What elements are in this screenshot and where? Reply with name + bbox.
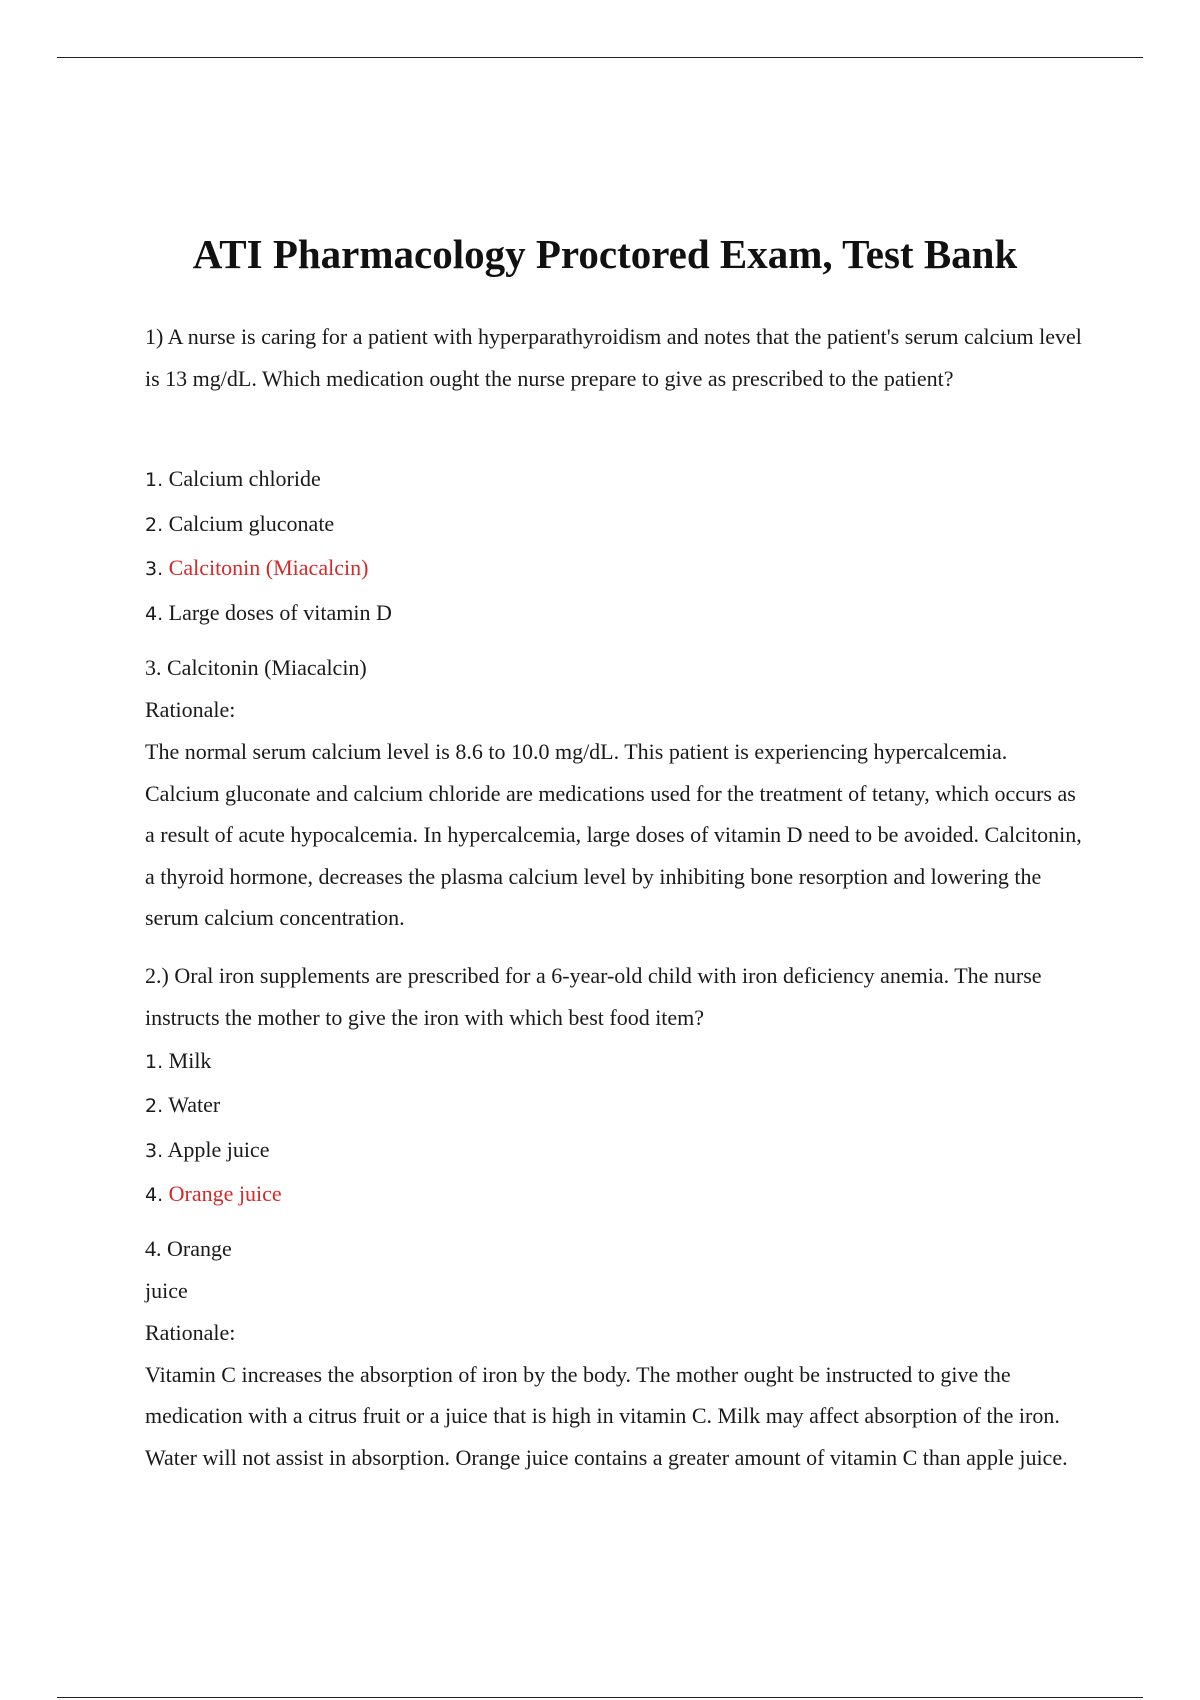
option-item-correct (145, 1172, 1085, 1217)
option-number: 1. (145, 1050, 164, 1073)
rationale-text: The normal serum calcium level is 8.6 to 10.0 mg/dL. This patient is experiencing hypercalcemia. Calcium gluconate and calcium chloride are medications used for the treatment of tetany, which occurs as a result of acute hypocalcemia. In hypercalcemia, large doses of vitamin D need to be avoided. Calcitonin, a thyroid hormone, decreases the plasma calcium level by inhibiting bone resorption and lowering the serum calcium concentration. (145, 739, 1082, 930)
option-item (145, 502, 1085, 547)
option-item (145, 1083, 1085, 1128)
page-title: ATI Pharmacology Proctored Exam, Test Bank (192, 231, 1018, 277)
option-text: Water (168, 1092, 221, 1117)
option-text: Apple juice (167, 1136, 270, 1162)
question-prompt: 2.) Oral iron supplements are prescribed for a 6-year-old child with iron deficiency anemia. The nurse instructs the mother to give the iron with which best food item? (145, 962, 1042, 1030)
option-number: 2. (145, 513, 164, 536)
option-number: 4. (145, 1184, 164, 1206)
answer-options (145, 1039, 1085, 1217)
option-number: 3. (145, 1139, 164, 1162)
option-text-correct: Calcitonin (Miacalcin) (168, 555, 369, 580)
answer-key: 4. Orange (145, 1235, 232, 1261)
option-item (145, 1128, 1085, 1173)
question-1 (145, 316, 1085, 939)
rationale-label: Rationale: (145, 697, 236, 722)
rationale-text: Vitamin C increases the absorption of iron by the body. The mother ought be instructed to give the medication with a citrus fruit or a juice that is high in vitamin C. Milk may affect absorption of the iron. Water will not assist in absorption. Orange juice contains a greater amount of vitamin C than apple juice. (145, 1361, 1068, 1470)
option-number: 4. (145, 602, 164, 625)
answer-key: 3. Calcitonin (Miacalcin) (145, 655, 367, 680)
answer-options (145, 457, 1085, 635)
option-item-correct (145, 546, 1085, 591)
top-divider (57, 57, 1143, 58)
option-number: 1. (145, 469, 164, 491)
question-prompt: 1) A nurse is caring for a patient with hyperparathyroidism and notes that the patient's serum calcium level is 13 mg/dL. Which medication ought the nurse prepare to give as prescribed to the patient? (145, 324, 1082, 391)
question-2 (145, 955, 1085, 1479)
option-text: Milk (168, 1047, 212, 1073)
option-text: Calcium chloride (168, 466, 321, 491)
bottom-divider (57, 1697, 1143, 1698)
option-text: Calcium gluconate (168, 510, 335, 536)
option-number: 3. (145, 558, 164, 580)
rationale-label: Rationale: (145, 1319, 236, 1345)
document-body (145, 316, 1085, 1478)
option-number: 2. (145, 1095, 164, 1117)
option-item (145, 1039, 1085, 1084)
option-item (145, 457, 1085, 502)
option-text-correct: Orange juice (168, 1181, 282, 1206)
option-text: Large doses of vitamin D (168, 599, 392, 625)
option-item (145, 591, 1085, 636)
answer-key-continued: juice (145, 1277, 188, 1303)
